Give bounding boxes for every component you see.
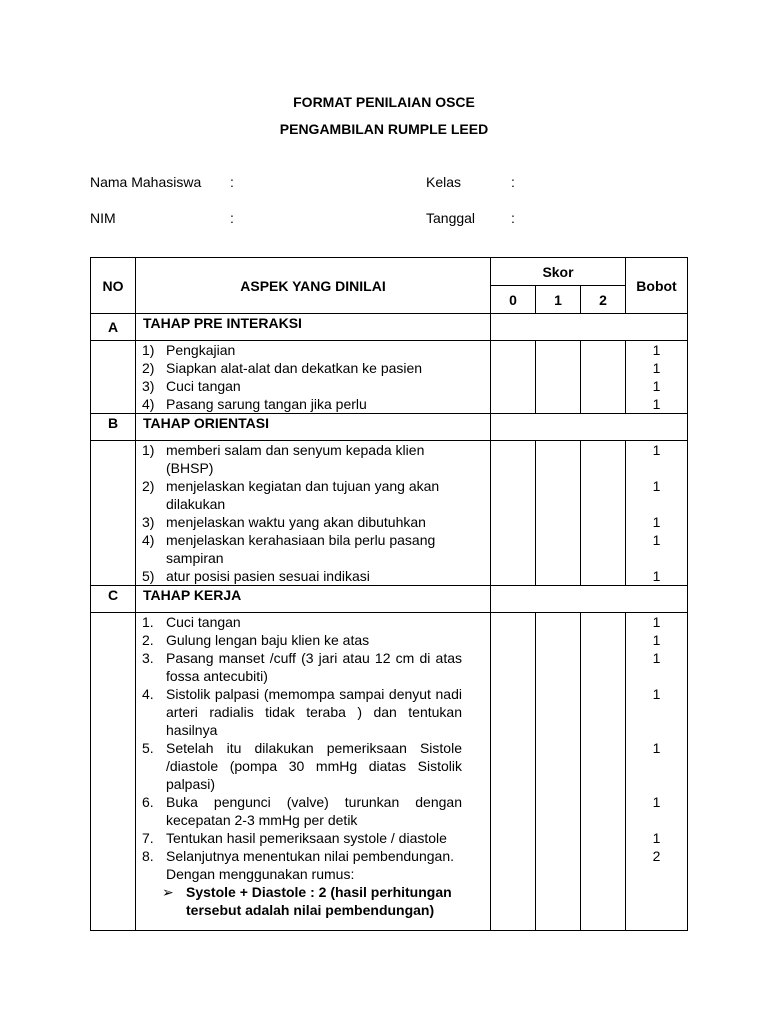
- list-item: 3) menjelaskan waktu yang akan dibutuhkan: [142, 514, 426, 530]
- assessment-table: [90, 257, 688, 931]
- section-name: TAHAP PRE INTERAKSI: [136, 314, 491, 341]
- skor-0-cell[interactable]: [491, 613, 536, 931]
- section-items-row: [91, 441, 688, 586]
- list-item: 5) atur posisi pasien sesuai indikasi: [142, 568, 370, 584]
- skor-2-cell[interactable]: [581, 441, 626, 586]
- bobot-cell: 1 1 1 1: [626, 341, 688, 414]
- list-item: 4) menjelaskan kerahasiaan bila perlu pasang sampiran: [142, 532, 436, 566]
- section-items-row: [91, 341, 688, 414]
- nim-label: NIM: [90, 210, 116, 226]
- header-skor: Skor: [491, 258, 626, 286]
- section-items-row: [91, 613, 688, 931]
- header-no: NO: [91, 258, 136, 314]
- header-skor-1: 1: [536, 286, 581, 314]
- list-item: 7. Tentukan hasil pemeriksaan systole / diastole: [142, 830, 447, 846]
- list-item: 1) Pengkajian: [142, 342, 236, 358]
- list-item: 3. Pasang manset /cuff (3 jari atau 12 cm di atas fossa antecubiti): [142, 650, 462, 684]
- skor-1-cell[interactable]: [536, 441, 581, 586]
- formula-text: ➢ Systole + Diastole : 2 (hasil perhitungan tersebut adalah nilai pembendungan): [162, 884, 452, 918]
- tanggal-label: Tanggal: [426, 210, 476, 226]
- item-list: [136, 341, 490, 413]
- skor-1-cell[interactable]: [536, 341, 581, 414]
- list-item: 3) Cuci tangan: [142, 378, 241, 394]
- list-item: 1) memberi salam dan senyum kepada klien (BHSP): [142, 442, 425, 476]
- section-label: C: [91, 586, 136, 613]
- item-list: [136, 441, 490, 585]
- section-header-row: [91, 314, 688, 341]
- list-item: 2) menjelaskan kegiatan dan tujuan yang akan dilakukan: [142, 478, 440, 512]
- kelas-colon: :: [511, 174, 515, 190]
- header-skor-0: 0: [491, 286, 536, 314]
- nama-label: Nama Mahasiswa: [90, 174, 202, 190]
- arrow-bullet-icon: ➢: [162, 884, 174, 900]
- bobot-cell: 1 1 1 1 1 1 1 2: [626, 613, 688, 931]
- kelas-label: Kelas: [426, 174, 462, 190]
- section-label: A: [91, 314, 136, 341]
- list-item: 2) Siapkan alat-alat dan dekatkan ke pasien: [142, 360, 423, 376]
- nim-colon: :: [230, 210, 234, 226]
- list-item: 1. Cuci tangan: [142, 614, 241, 630]
- nama-colon: :: [230, 174, 234, 190]
- header-skor-2: 2: [581, 286, 626, 314]
- bobot-cell: 1 1 1 1 1: [626, 441, 688, 586]
- item-list: [136, 613, 490, 883]
- section-name: TAHAP ORIENTASI: [136, 414, 491, 441]
- header-aspek: ASPEK YANG DINILAI: [136, 258, 491, 314]
- document-title: FORMAT PENILAIAN OSCE: [293, 94, 475, 110]
- list-item: 6. Buka pengunci (valve) turunkan dengan kecepatan 2-3 mmHg per detik: [142, 794, 462, 828]
- skor-0-cell[interactable]: [491, 441, 536, 586]
- section-header-row: [91, 586, 688, 613]
- section-name: TAHAP KERJA: [136, 586, 491, 613]
- list-item: 5. Setelah itu dilakukan pemeriksaan Sistole /diastole (pompa 30 mmHg diatas Sistolik palpasi): [142, 740, 462, 792]
- skor-1-cell[interactable]: [536, 613, 581, 931]
- skor-2-cell[interactable]: [581, 341, 626, 414]
- section-label: B: [91, 414, 136, 441]
- skor-2-cell[interactable]: [581, 613, 626, 931]
- section-header-row: [91, 414, 688, 441]
- list-item: 4) Pasang sarung tangan jika perlu: [142, 396, 367, 412]
- list-item: 4. Sistolik palpasi (memompa sampai denyut nadi arteri radialis tidak teraba ) dan tentukan hasilnya: [142, 686, 462, 738]
- list-item: 2. Gulung lengan baju klien ke atas: [142, 632, 370, 648]
- list-item: 8. Selanjutnya menentukan nilai pembendungan. Dengan menggunakan rumus:: [142, 848, 454, 882]
- header-bobot: Bobot: [626, 258, 688, 314]
- skor-0-cell[interactable]: [491, 341, 536, 414]
- document-subtitle: PENGAMBILAN RUMPLE LEED: [279, 121, 489, 137]
- tanggal-colon: :: [511, 210, 515, 226]
